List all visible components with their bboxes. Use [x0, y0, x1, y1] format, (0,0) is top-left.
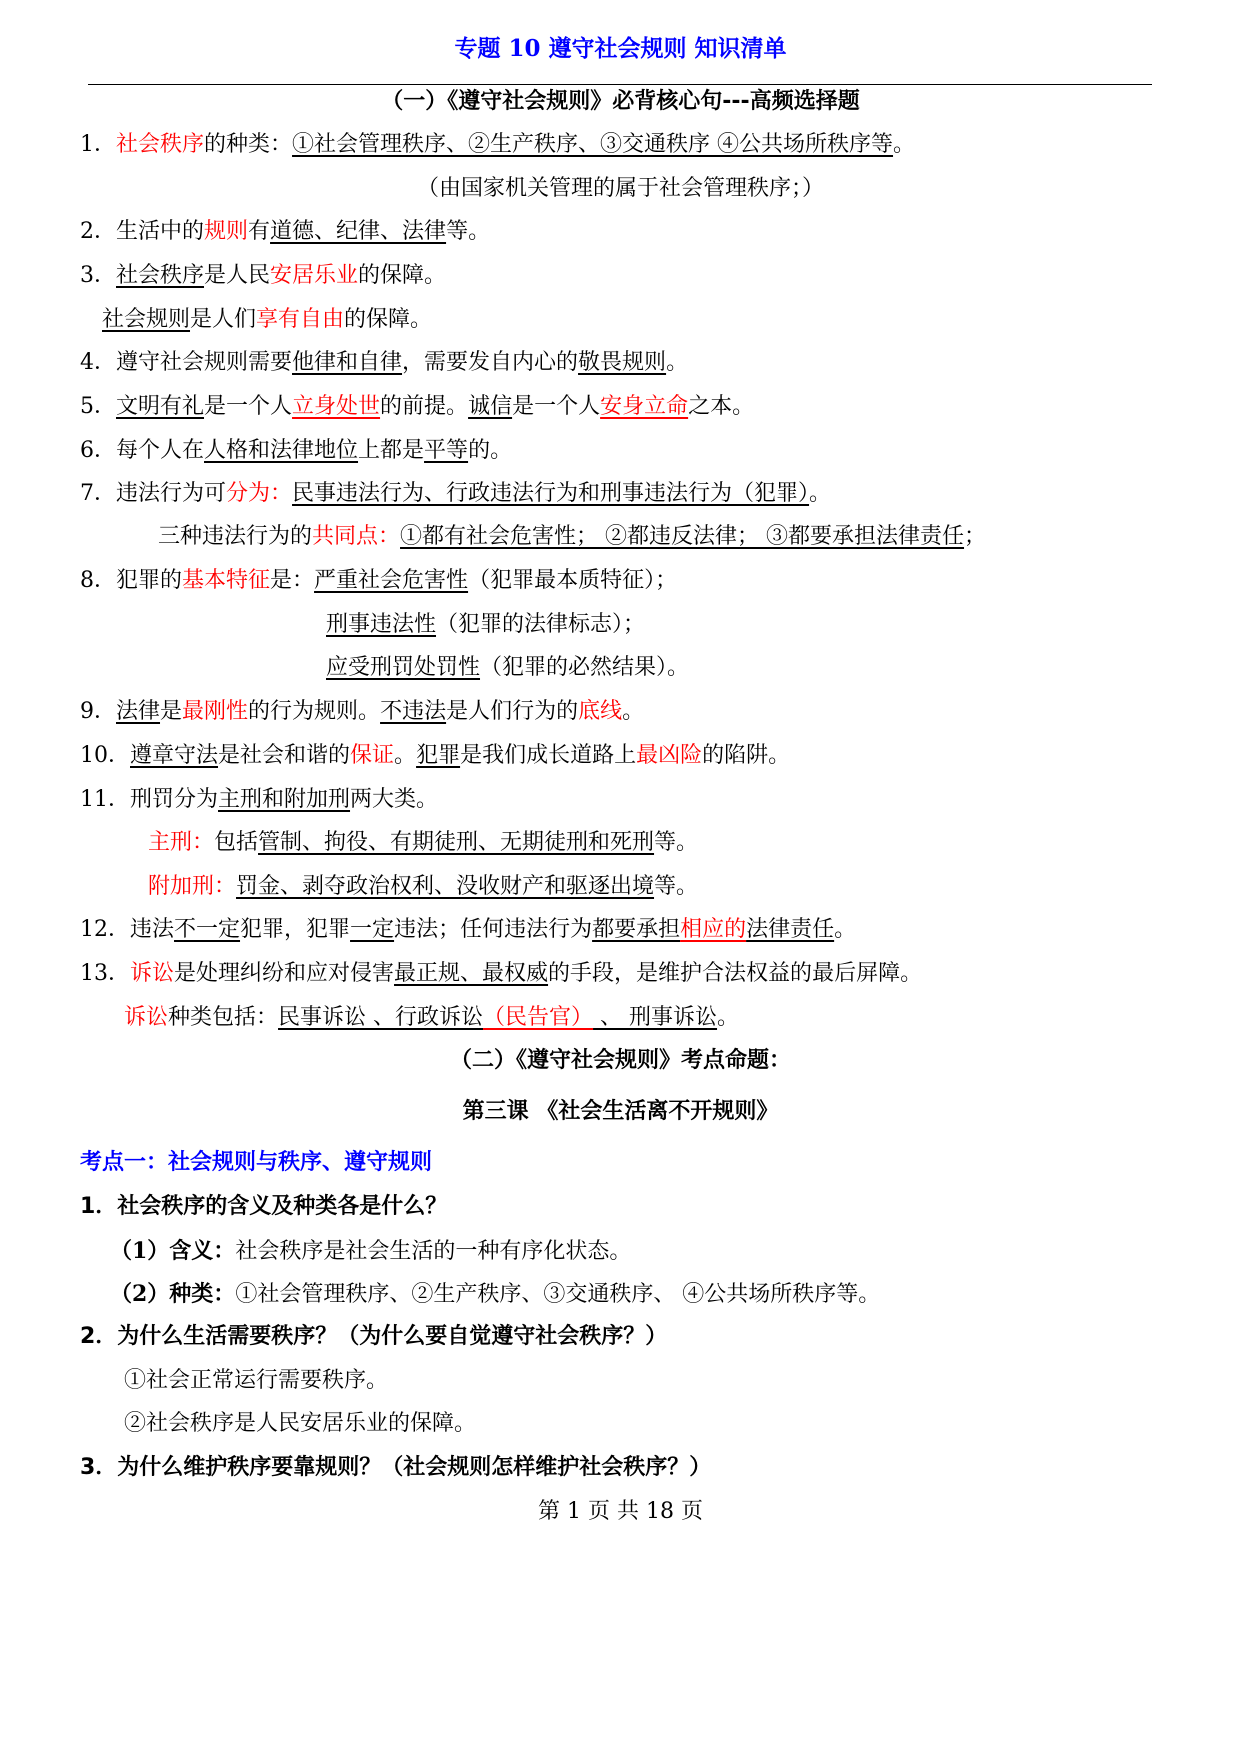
answer-line: ①社会正常运行需要秩序。: [124, 1368, 389, 1393]
kaodian-heading: 考点一：社会规则与秩序、遵守规则: [80, 1150, 433, 1175]
list-item-continuation: 应受刑罚处罚性（犯罪的必然结果）。: [326, 655, 690, 680]
list-item: 7．违法行为可分为：民事违法行为、行政违法行为和刑事违法行为（犯罪）。: [80, 481, 832, 506]
list-item: 9．法律是最刚性的行为规则。不违法是人们行为的底线。: [80, 699, 645, 724]
lesson-heading: 第三课 《社会生活离不开规则》: [462, 1099, 779, 1124]
section-heading: （一）《遵守社会规则》必背核心句---高频选择题: [381, 89, 860, 114]
note-line: （由国家机关管理的属于社会管理秩序；）: [416, 176, 824, 201]
list-item-continuation: 刑事违法性（犯罪的法律标志）；: [326, 612, 646, 637]
answer-line: ②社会秩序是人民安居乐业的保障。: [124, 1411, 477, 1436]
question: 1．社会秩序的含义及种类各是什么？: [80, 1194, 448, 1219]
list-item: 12．违法不一定犯罪，犯罪一定违法；任何违法行为都要承担相应的法律责任。: [80, 917, 857, 942]
list-item: 10．遵章守法是社会和谐的保证。犯罪是我们成长道路上最凶险的陷阱。: [80, 743, 791, 768]
list-item-continuation: 附加刑：罚金、剥夺政治权利、没收财产和驱逐出境等。: [148, 874, 699, 899]
page-footer: 第 1 页 共 18 页: [538, 1499, 703, 1524]
list-item: 11．刑罚分为主刑和附加刑两大类。: [80, 787, 439, 812]
answer-line: （1）含义：社会秩序是社会生活的一种有序化状态。: [110, 1238, 632, 1264]
list-item: 5．文明有礼是一个人立身处世的前提。诚信是一个人安身立命之本。: [80, 394, 755, 419]
page-title: 专题 10 遵守社会规则 知识清单: [454, 35, 787, 62]
answer-line: （2）种类：①社会管理秩序、②生产秩序、③交通秩序、 ④公共场所秩序等。: [110, 1281, 881, 1307]
list-item: 1．社会秩序的种类：①社会管理秩序、②生产秩序、③交通秩序 ④公共场所秩序等。: [80, 132, 916, 157]
question: 2．为什么生活需要秩序？（为什么要自觉遵守社会秩序？）: [80, 1324, 668, 1349]
list-item: 8．犯罪的基本特征是：严重社会危害性（犯罪最本质特征）；: [80, 568, 678, 593]
list-item: 3．社会秩序是人民安居乐业的保障。: [80, 263, 447, 288]
list-item: 13．诉讼是处理纠纷和应对侵害最正规、最权威的手段，是维护合法权益的最后屏障。: [80, 961, 923, 986]
list-item-continuation: 社会规则是人们享有自由的保障。: [102, 307, 433, 332]
question: 3．为什么维护秩序要靠规则？（社会规则怎样维护社会秩序？）: [80, 1455, 712, 1480]
header-divider: [88, 84, 1152, 85]
list-item-continuation: 诉讼种类包括：民事诉讼 、行政诉讼（民告官） 、 刑事诉讼。: [124, 1005, 740, 1030]
section-heading: （二）《遵守社会规则》考点命题：: [449, 1048, 791, 1073]
list-item: 6．每个人在人格和法律地位上都是平等的。: [80, 438, 513, 463]
list-item-continuation: 主刑：包括管制、拘役、有期徒刑、无期徒刑和死刑等。: [148, 830, 699, 855]
list-item-continuation: 三种违法行为的共同点：①都有社会危害性； ②都违反法律； ③都要承担法律责任；: [158, 524, 987, 549]
list-item: 4．遵守社会规则需要他律和自律，需要发自内心的敬畏规则。: [80, 350, 689, 375]
list-item: 2．生活中的规则有道德、纪律、法律等。: [80, 219, 491, 244]
